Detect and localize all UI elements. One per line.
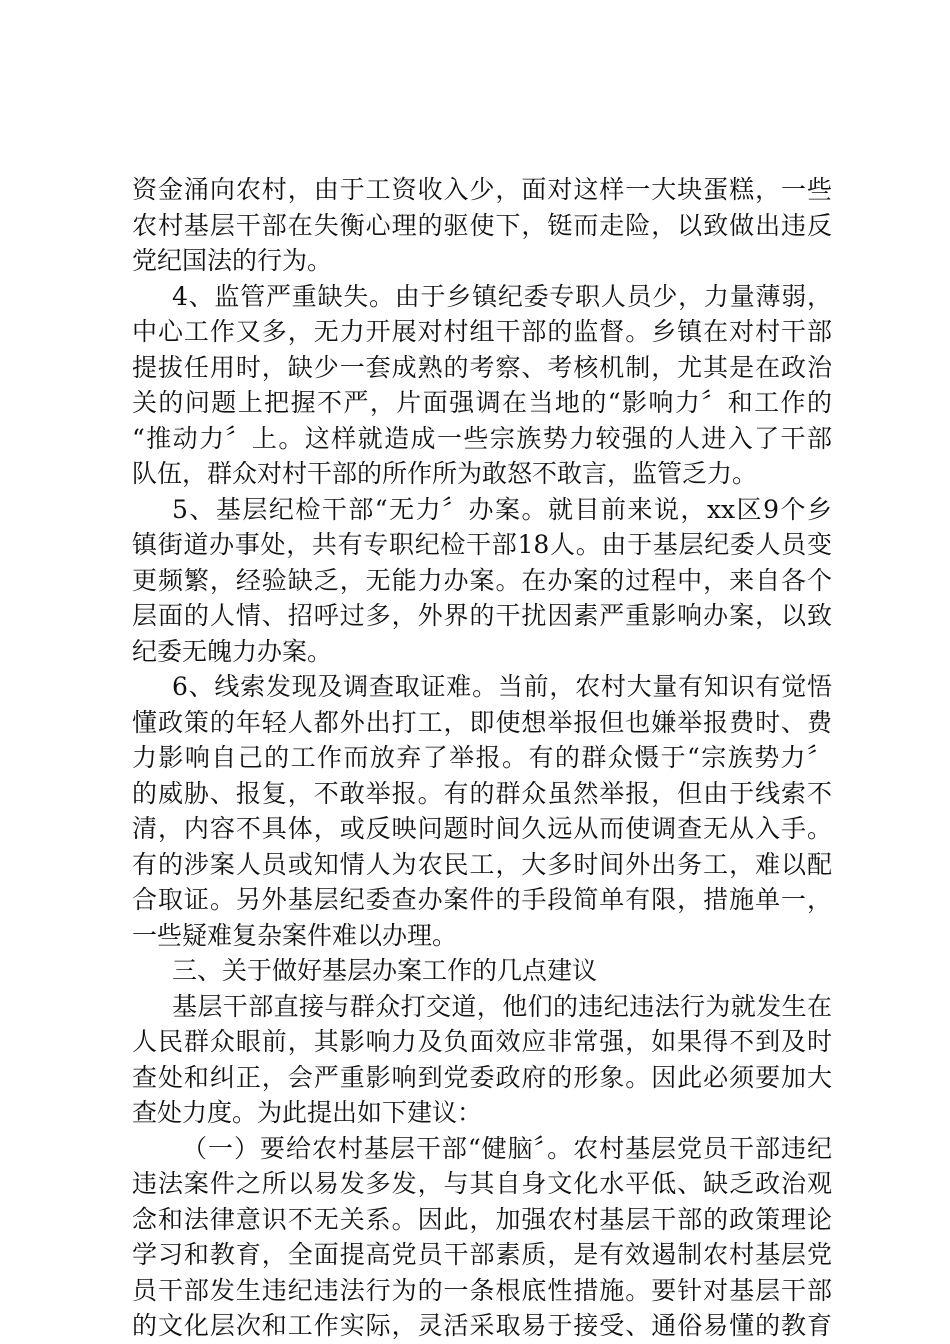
text-line: 查处和纠正，会严重影响到党委政府的形象。因此必须要加大 bbox=[132, 1062, 832, 1092]
text-line: 的文化层次和工作实际，灵活采取易于接受、通俗易懂的教育 bbox=[132, 1311, 832, 1340]
text-line: 力影响自己的工作而放弃了举报。有的群众慑于“宗族势力〞 bbox=[132, 743, 832, 772]
paragraph-first-line: （一）要给农村基层干部“健脑〞。农村基层党员干部违纪 bbox=[182, 1133, 832, 1163]
paragraph-first-line: 基层干部直接与群众打交道，他们的违纪违法行为就发生在 bbox=[172, 991, 832, 1021]
text-line: 念和法律意识不无关系。因此，加强农村基层干部的政策理论 bbox=[132, 1204, 832, 1234]
text-line: 懂政策的年轻人都外出打工，即使想举报但也嫌举报费时、费 bbox=[132, 707, 832, 737]
document-body bbox=[132, 172, 832, 1344]
text-line: 有的涉案人员或知情人为农民工，大多时间外出务工，难以配 bbox=[132, 849, 832, 879]
text-line: 学习和教育，全面提高党员干部素质，是有效遏制农村基层党 bbox=[132, 1240, 832, 1269]
text-line: 队伍，群众对村干部的所作所为敢怒不敢言，监管乏力。 bbox=[132, 459, 758, 488]
text-line: “推动力〞上。这样就造成一些宗族势力较强的人进入了干部 bbox=[132, 423, 832, 453]
text-line: 人民群众眼前，其影响力及负面效应非常强，如果得不到及时 bbox=[132, 1027, 832, 1056]
text-line: 一些疑难复杂案件难以办理。 bbox=[132, 920, 458, 950]
text-line: 中心工作又多，无力开展对村组干部的监督。乡镇在对村干部 bbox=[132, 317, 832, 346]
paragraph-first-line: 4、监管严重缺失。由于乡镇纪委专职人员少，力量薄弱， bbox=[172, 281, 832, 311]
text-line: 更频繁，经验缺乏，无能力办案。在办案的过程中，来自各个 bbox=[132, 565, 832, 595]
text-line: 关的问题上把握不严，片面强调在当地的“影响力〞和工作的 bbox=[132, 388, 832, 417]
paragraph-first-line: 6、线索发现及调查取证难。当前，农村大量有知识有觉悟 bbox=[172, 672, 832, 701]
paragraph-first-line: 5、基层纪检干部“无力〞办案。就目前来说，xx区9个乡 bbox=[172, 494, 832, 524]
text-line: 镇街道办事处，共有专职纪检干部18人。由于基层纪委人员变 bbox=[132, 530, 832, 559]
text-line: 员干部发生违纪违法行为的一条根底性措施。要针对基层干部 bbox=[132, 1275, 832, 1305]
text-line: 违法案件之所以易发多发，与其自身文化水平低、缺乏政治观 bbox=[132, 1169, 832, 1198]
text-line: 清，内容不具体，或反映问题时间久远从而使调查无从入手。 bbox=[132, 814, 832, 843]
section-heading: 三、关于做好基层办案工作的几点建议 bbox=[172, 956, 598, 985]
text-line: 党纪国法的行为。 bbox=[132, 246, 333, 275]
text-line: 农村基层干部在失衡心理的驱使下，铤而走险，以致做出违反 bbox=[132, 210, 832, 240]
text-line: 合取证。另外基层纪委查办案件的手段简单有限，措施单一， bbox=[132, 885, 832, 914]
text-line: 纪委无魄力办案。 bbox=[132, 636, 333, 666]
text-line: 资金涌向农村，由于工资收入少，面对这样一大块蛋糕，一些 bbox=[132, 175, 832, 204]
text-line: 提拔任用时，缺少一套成熟的考察、考核机制，尤其是在政治 bbox=[132, 352, 832, 382]
text-line: 的威胁、报复，不敢举报。有的群众虽然举报，但由于线索不 bbox=[132, 778, 832, 808]
text-line: 层面的人情、招呼过多，外界的干扰因素严重影响办案，以致 bbox=[132, 601, 832, 630]
text-line: 查处力度。为此提出如下建议： bbox=[132, 1098, 483, 1127]
